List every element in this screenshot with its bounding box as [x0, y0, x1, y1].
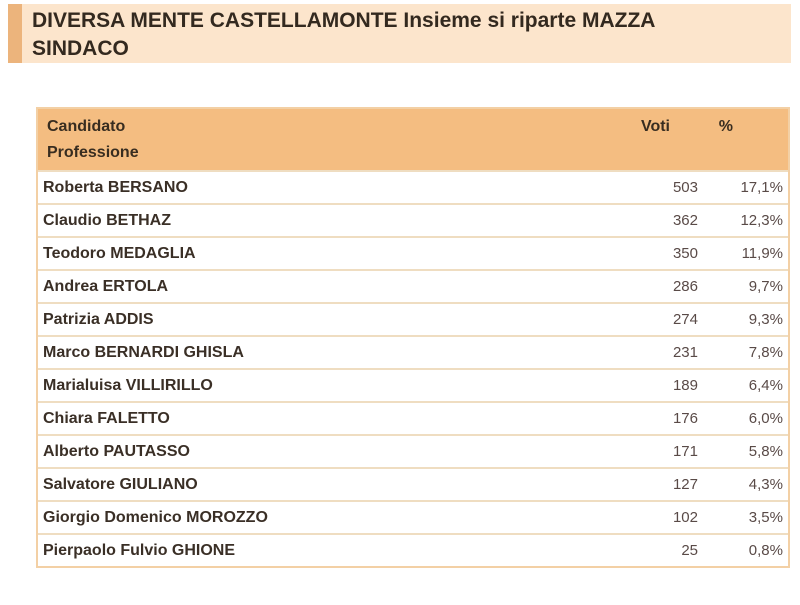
votes-value: 286 [672, 278, 698, 295]
candidate-name: Claudio BETHAZ [43, 211, 171, 229]
page-title: DIVERSA MENTE CASTELLAMONTE Insieme si riparte MAZZA SINDACO [32, 9, 655, 60]
table-row [38, 533, 788, 566]
percent-value: 11,9% [741, 245, 783, 262]
votes-value: 176 [672, 410, 698, 427]
percent-value: 6,4% [748, 377, 783, 394]
votes-value: 274 [672, 311, 698, 328]
votes-value: 503 [672, 179, 698, 196]
candidate-name: Roberta BERSANO [43, 178, 188, 196]
candidate-name: Pierpaolo Fulvio GHIONE [43, 541, 236, 559]
votes-value: 350 [672, 245, 698, 262]
table-row [38, 467, 788, 500]
percent-value: 17,1% [740, 179, 783, 196]
table-header-row-1 [38, 116, 788, 137]
candidate-name: Patrizia ADDIS [43, 310, 154, 328]
table-row [38, 434, 788, 467]
list-title-banner [8, 4, 791, 63]
column-header-voti: Voti [640, 118, 670, 135]
votes-value: 102 [672, 509, 698, 526]
table-body [38, 170, 788, 566]
candidate-name: Alberto PAUTASSO [43, 442, 190, 460]
table-row [38, 368, 788, 401]
candidate-name: Chiara FALETTO [43, 409, 170, 427]
votes-value: 362 [672, 212, 698, 229]
percent-value: 9,7% [748, 278, 783, 295]
table-row [38, 500, 788, 533]
table-row [38, 203, 788, 236]
results-table [36, 107, 790, 568]
candidate-name: Salvatore GIULIANO [43, 475, 198, 493]
banner-accent-bar [8, 4, 22, 63]
table-row [38, 302, 788, 335]
percent-value: 6,0% [748, 410, 783, 427]
table-row [38, 269, 788, 302]
candidate-name: Teodoro MEDAGLIA [43, 244, 196, 262]
votes-value: 231 [672, 344, 698, 361]
table-row [38, 170, 788, 203]
percent-value: 0,8% [748, 542, 783, 559]
candidate-name: Giorgio Domenico MOROZZO [43, 508, 268, 526]
percent-value: 7,8% [748, 344, 783, 361]
votes-value: 189 [672, 377, 698, 394]
percent-value: 9,3% [748, 311, 783, 328]
column-header-professione: Professione [47, 144, 139, 161]
table-header [38, 109, 788, 170]
votes-value: 25 [681, 542, 698, 559]
votes-value: 171 [672, 443, 698, 460]
column-header-percent: % [718, 118, 733, 135]
table-row [38, 236, 788, 269]
percent-value: 3,5% [748, 509, 783, 526]
table-row [38, 401, 788, 434]
votes-value: 127 [672, 476, 698, 493]
candidate-name: Marialuisa VILLIRILLO [43, 376, 213, 394]
percent-value: 5,8% [748, 443, 783, 460]
column-header-candidato: Candidato [47, 118, 126, 135]
percent-value: 12,3% [740, 212, 783, 229]
candidate-name: Marco BERNARDI GHISLA [43, 343, 244, 361]
percent-value: 4,3% [748, 476, 783, 493]
candidate-name: Andrea ERTOLA [43, 277, 169, 295]
table-row [38, 335, 788, 368]
